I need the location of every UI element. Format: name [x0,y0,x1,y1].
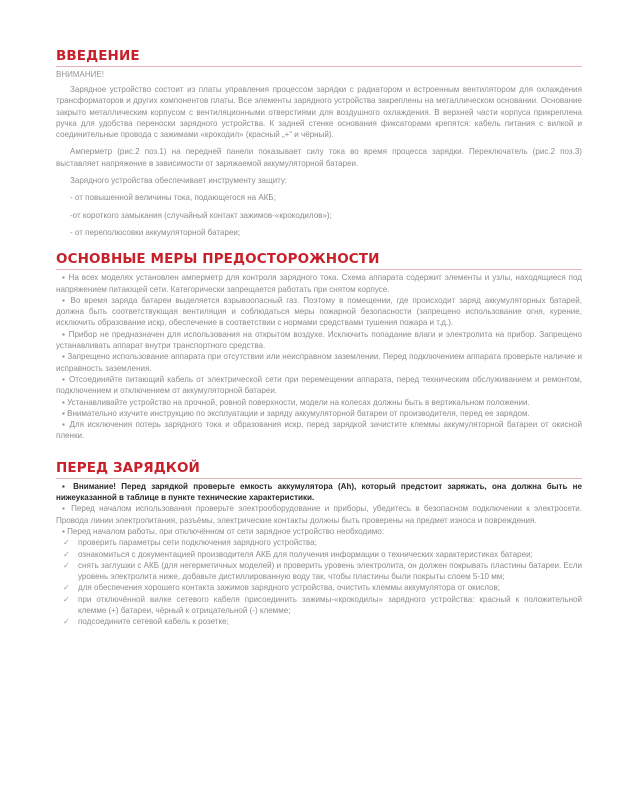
section-safety [56,251,582,441]
checklist-item [56,549,582,560]
safety-item: ▪ Отсоединяйте питающий кабель от электрической сети при перемещении аппарата, перед техническим обслуживанием и ремонтом, подключением и отключением от аккумуляторной батареи. [56,374,582,396]
protection-item: - от повышенной величины тока, подающегося на АКБ; [70,193,276,203]
document-page [56,48,582,628]
checklist-text: снять заглушки с АКБ (для негерметичных моделей) и проверить уровень электролита, он должен покрывать пластины батареи. Если уровень электролита ниже, добавьте дистиллированную воду так, чтобы пластины были покрыты слоем 5-10 мм; [78,560,582,582]
checklist-item [56,560,582,583]
section-title-before-charging: ПЕРЕД ЗАРЯДКОЙ [56,460,582,479]
checklist-item [56,582,582,593]
check-icon: ✓ [63,560,70,570]
intro-paragraph-2: Амперметр (рис.2 поз.1) на передней панели показывает силу тока во время процесса зарядки. Переключатель (рис.2 поз.3) выставляет напряжение в зависимости от заряжаемой аккумуляторной батареи. [56,147,582,168]
section-introduction [56,48,582,238]
check-icon: ✓ [63,549,70,559]
section-title-introduction: ВВЕДЕНИЕ [56,48,582,67]
safety-item: ▪ Внимательно изучите инструкцию по эксплуатации и заряду аккумуляторной батареи от производителя, перед ее зарядом. [62,408,530,418]
check-icon: ✓ [63,594,70,604]
checklist-item [56,537,582,548]
checklist-text: ознакомиться с документацией производителя АКБ для получения информации о технических характеристиках батареи; [78,549,533,559]
checklist-item [56,616,582,627]
safety-item: ▪ На всех моделях установлен амперметр для контроля зарядного тока. Схема аппарата содержит элементы и узлы, находящиеся под напряжением питающей сети. Категорически запрещается работать при снятом корпусе. [56,273,582,294]
intro-paragraph-1: Зарядное устройство состоит из платы управления процессом зарядки с радиатором и встроенным вентилятором для охлаждения трансформаторов и других компонентов платы. Все элементы зарядного устройства закреплены на металлическом основании. Основание закрыто металлическим корпусом с вентиляционными отверстиями для воздушного охлаждения. В верхней части корпуса прикреплена ручка для удобства переноски зарядного устройства. К задней стенке основания фиксаторами крепятся: кабель питания с вилкой и соединительные провода с зажимами «крокодил» (красный „+“ и чёрный). [56,85,582,140]
intro-paragraph-3: Зарядного устройства обеспечивает инструменту защиту: [70,176,288,186]
capacity-warning: ▪ Внимание! Перед зарядкой проверьте емкость аккумулятора (Ah), который предстоит заряжать, она должна быть не нижеуказанной в таблице в пункте технические характеристики. [56,481,582,503]
checklist-text: при отключённой вилке сетевого кабеля присоединить зажимы-«крокодилы» зарядного устройства: красный к положительной клемме (+) батареи, чёрный к отрицательной (-) клемме; [78,594,582,615]
checklist-item [56,594,582,617]
safety-item: ▪ Во время заряда батареи выделяется взрывоопасный газ. Поэтому в помещении, где происходит заряд аккумуляторных батарей, должна быть соответствующая вентиляция и соблюдаться меры пожарной безопасности (запрещено использование огня, курение, исключить образование искр, обеспечение в соответствии с нормами средствами тушения пожара и т.д.). [56,295,582,328]
section-title-safety: ОСНОВНЫЕ МЕРЫ ПРЕДОСТОРОЖНОСТИ [56,251,582,270]
check-icon: ✓ [63,583,70,593]
check-icon: ✓ [63,538,70,548]
safety-item: ▪ Прибор не предназначен для использования на открытом воздухе. Исключить попадание влаги и электролита на прибор. Запрещено устанавливать аппарат внутри транспортного средства. [56,329,582,351]
checklist-text: для обеспечения хорошего контакта зажимов зарядного устройства, очистить клеммы аккумулятора от окислов; [78,583,500,593]
checklist-text: проверить параметры сети подключения зарядного устройства; [78,538,317,548]
section-before-charging [56,460,582,628]
safety-item: ▪ Запрещено использование аппарата при отсутствии или неисправном заземлении. Перед подключением аппарата проверьте наличие и исправность заземления. [56,352,582,373]
safety-item: ▪ Устанавливайте устройство на прочной, ровной поверхности, модели на колесах должны быть в вертикальном положении. [62,397,530,407]
before-paragraph-2: ▪ Перед началом работы, при отключённом от сети зарядное устройство необходимо: [62,526,384,536]
attention-label: ВНИМАНИЕ! [56,70,104,79]
protection-item: - от переполюсовки аккумуляторной батареи; [70,227,241,237]
check-icon: ✓ [63,617,70,627]
checklist-text: подсоедините сетевой кабель к розетке; [78,617,229,627]
safety-item: ▪ Для исключения потерь зарядного тока и образования искр, перед зарядкой зачистите клеммы аккумуляторной батареи от окисной пленки. [56,420,582,441]
before-paragraph-1: ▪ Перед началом использования проверьте электрооборудование и приборы, убедитесь в безопасном подключении к электросети. Провода линии электропитания, разъёмы, электрические контакты должны быть проверены на предмет износа и повреждения. [56,504,582,525]
protection-item: -от короткого замыкания (случайный контакт зажимов-«крокодилов»); [70,210,332,220]
